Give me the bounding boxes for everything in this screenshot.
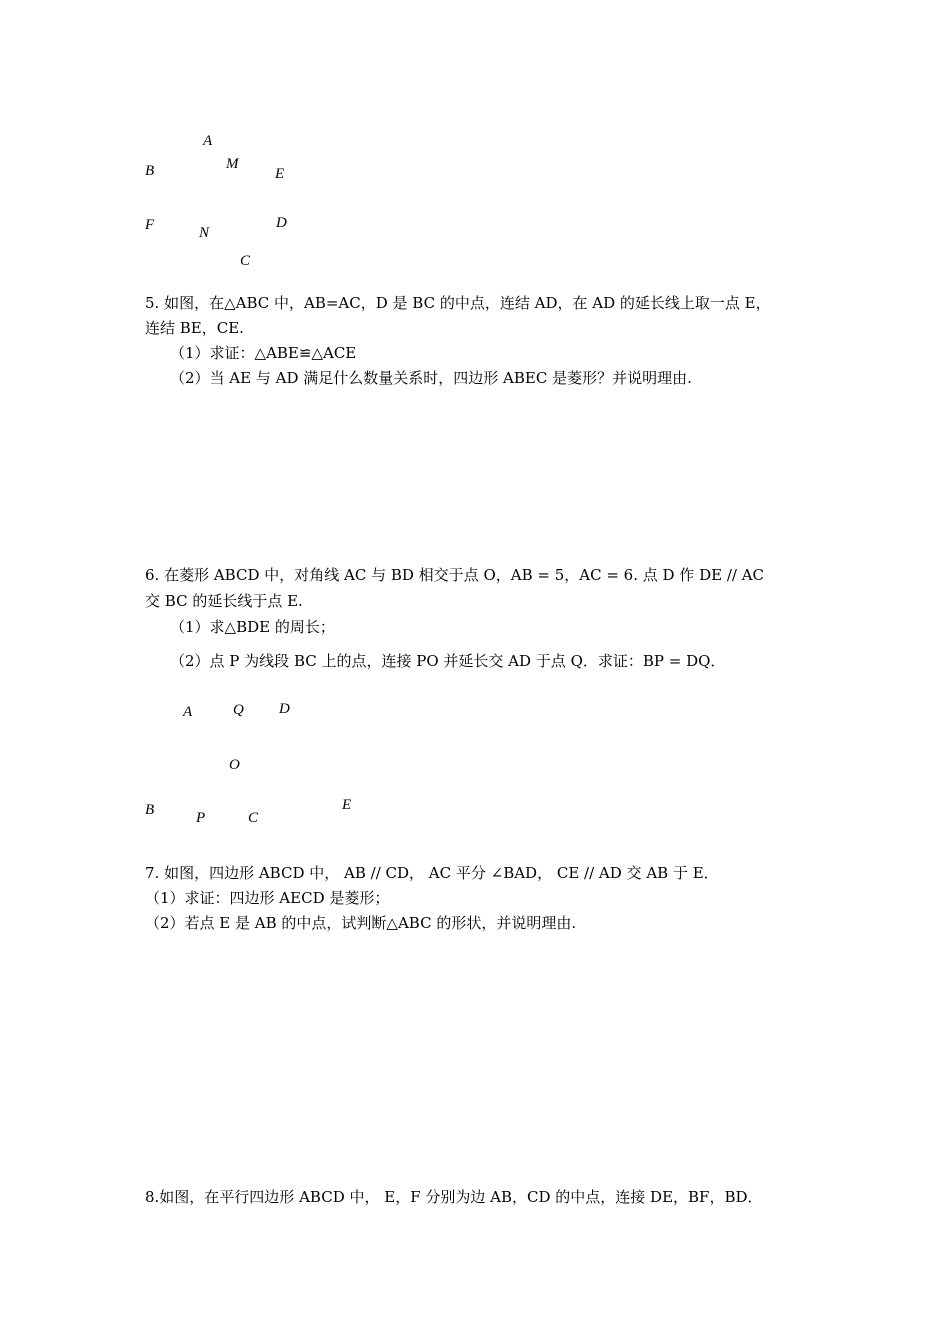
- problem7-line1: 7. 如图，四边形 ABCD 中， AB // CD， AC 平分 ∠BAD， CE // AD 交 AB 于 E．: [145, 864, 719, 882]
- problem7-part2: （2）若点 E 是 AB 的中点，试判断△ABC 的形状，并说明理由.: [145, 914, 577, 932]
- problem5-part2: （2）当 AE 与 AD 满足什么数量关系时，四边形 ABEC 是菱形？并说明理由.: [170, 369, 692, 387]
- problem6-line2: 交 BC 的延长线于点 E.: [145, 592, 303, 610]
- problem6-part1: （1）求△BDE 的周长；: [170, 618, 335, 636]
- figure1-label-f: F: [145, 217, 155, 233]
- figure2-label-d: D: [279, 701, 290, 717]
- problem5-line2: 连结 BE，CE.: [145, 319, 244, 337]
- figure1-label-b: B: [145, 163, 155, 179]
- figure2-label-p: P: [196, 810, 206, 826]
- figure1-label-n: N: [199, 225, 210, 241]
- figure2-label-a: A: [183, 704, 193, 720]
- figure1-label-d: D: [276, 215, 287, 231]
- problem6-line1: 6. 在菱形 ABCD 中，对角线 AC 与 BD 相交于点 O，AB = 5，AC = 6. 点 D 作 DE // AC: [145, 566, 765, 584]
- figure2-label-c: C: [248, 810, 259, 826]
- figure1-label-a: A: [203, 133, 213, 149]
- figure2-label-o: O: [229, 757, 240, 773]
- figure1-label-e: E: [275, 166, 285, 182]
- figure1-label-c: C: [240, 253, 251, 269]
- figure1-label-m: M: [226, 156, 239, 172]
- figure2-label-q: Q: [233, 702, 244, 718]
- figure2-label-b: B: [145, 802, 155, 818]
- problem8-line1: 8.如图，在平行四边形 ABCD 中， E，F 分别为边 AB，CD 的中点，连接 DE，BF，BD．: [145, 1188, 763, 1206]
- problem5-line1: 5. 如图，在△ABC 中，AB=AC，D 是 BC 的中点，连结 AD，在 AD 的延长线上取一点 E，: [145, 294, 771, 312]
- problem6-part2: （2）点 P 为线段 BC 上的点，连接 PO 并延长交 AD 于点 Q．求证：BP = DQ．: [170, 652, 726, 670]
- figure2-label-e: E: [342, 797, 352, 813]
- problem5-part1: （1）求证：△ABE≌△ACE: [170, 344, 357, 362]
- problem7-part1: （1）求证：四边形 AECD 是菱形；: [145, 889, 390, 907]
